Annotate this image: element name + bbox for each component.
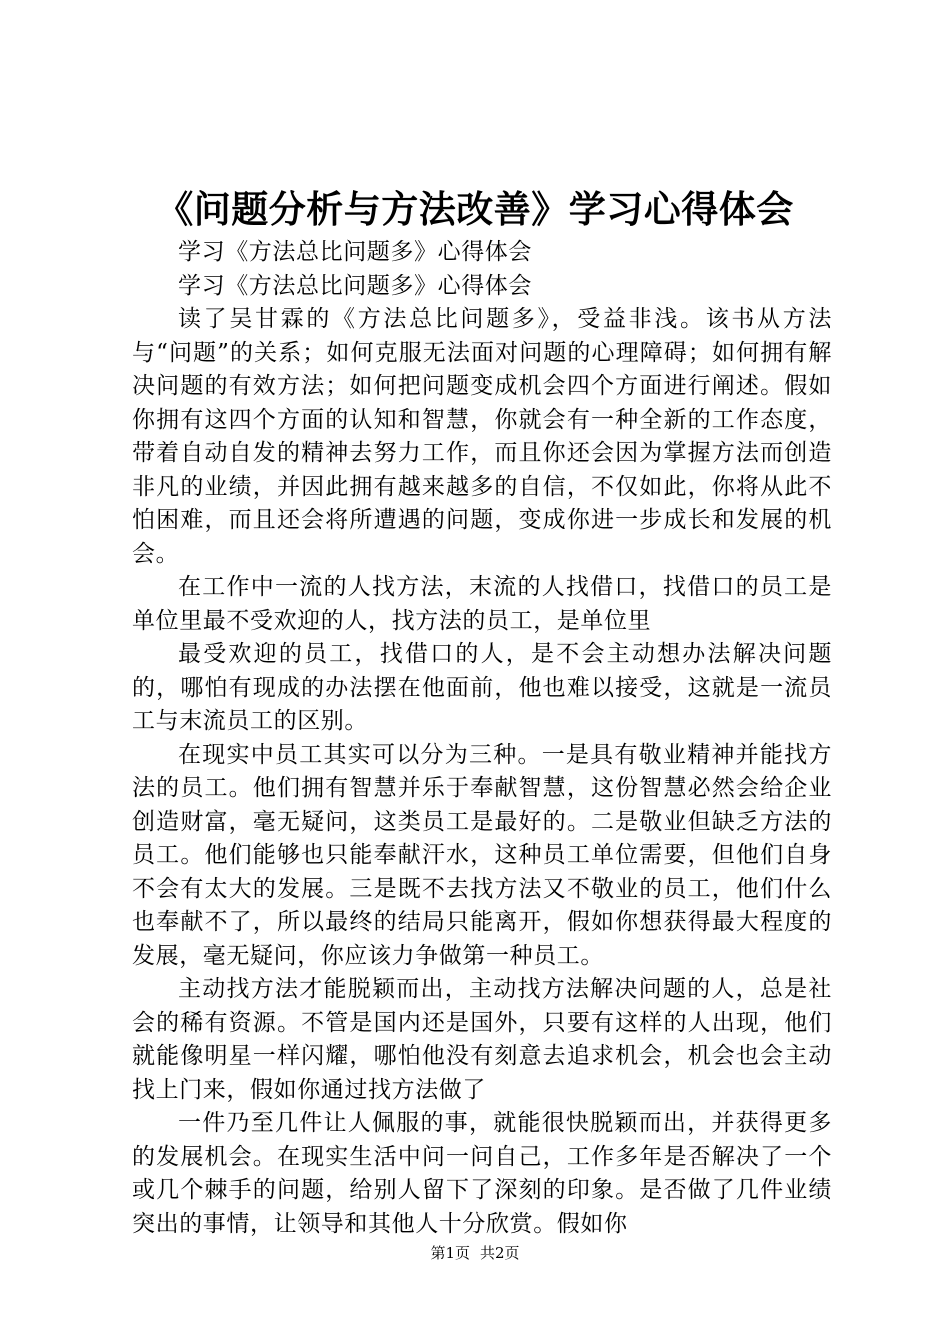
paragraph: 在现实中员工其实可以分为三种。一是具有敬业精神并能找方法的员工。他们拥有智慧并乐于奉献智慧，这份智慧必然会给企业创造财富，毫无疑问，这类员工是最好的。二是敬业但缺乏方法的员工。他们能够也只能奉献汗水，这种员工单位需要，但他们自身不会有太大的发展。三是既不去找方法又不敬业的员工，他们什么也奉献不了，所以最终的结局只能离开，假如你想获得最大程度的发展，毫无疑问，你应该力争做第一种员工。	[132, 741, 832, 969]
document-body	[132, 236, 832, 1241]
paragraph: 一件乃至几件让人佩服的事，就能很快脱颖而出，并获得更多的发展机会。在现实生活中问一问自己，工作多年是否解决了一个或几个棘手的问题，给别人留下了深刻的印象。是否做了几件业绩突出的事情，让领导和其他人十分欣赏。假如你	[132, 1110, 832, 1237]
paragraph: 主动找方法才能脱颖而出，主动找方法解决问题的人，总是社会的稀有资源。不管是国内还是国外，只要有这样的人出现，他们就能像明星一样闪耀，哪怕他没有刻意去追求机会，机会也会主动找上门来，假如你通过找方法做了	[132, 976, 832, 1103]
page-total: 共2页	[480, 1244, 520, 1262]
paragraph: 读了吴甘霖的《方法总比问题多》，受益非浅。该书从方法与“问题”的关系；如何克服无法面对问题的心理障碍；如何拥有解决问题的有效方法；如何把问题变成机会四个方面进行阐述。假如你拥有这四个方面的认知和智慧，你就会有一种全新的工作态度，带着自动自发的精神去努力工作，而且你还会因为掌握方法而创造非凡的业绩，并因此拥有越来越多的自信，不仅如此，你将从此不怕困难，而且还会将所遭遇的问题，变成你进一步成长和发展的机会。	[132, 306, 832, 567]
page-number: 第1页	[430, 1244, 470, 1262]
paragraph: 最受欢迎的员工，找借口的人，是不会主动想办法解决问题的，哪怕有现成的办法摆在他面前，他也难以接受，这就是一流员工与末流员工的区别。	[132, 641, 832, 734]
page-footer	[0, 1243, 950, 1263]
paragraph: 学习《方法总比问题多》心得体会	[178, 239, 532, 265]
paragraph: 在工作中一流的人找方法，末流的人找借口，找借口的员工是单位里最不受欢迎的人，找方法的员工，是单位里	[132, 574, 832, 634]
document-title: 《问题分析与方法改善》学习心得体会	[156, 187, 794, 231]
paragraph: 学习《方法总比问题多》心得体会	[178, 272, 532, 299]
